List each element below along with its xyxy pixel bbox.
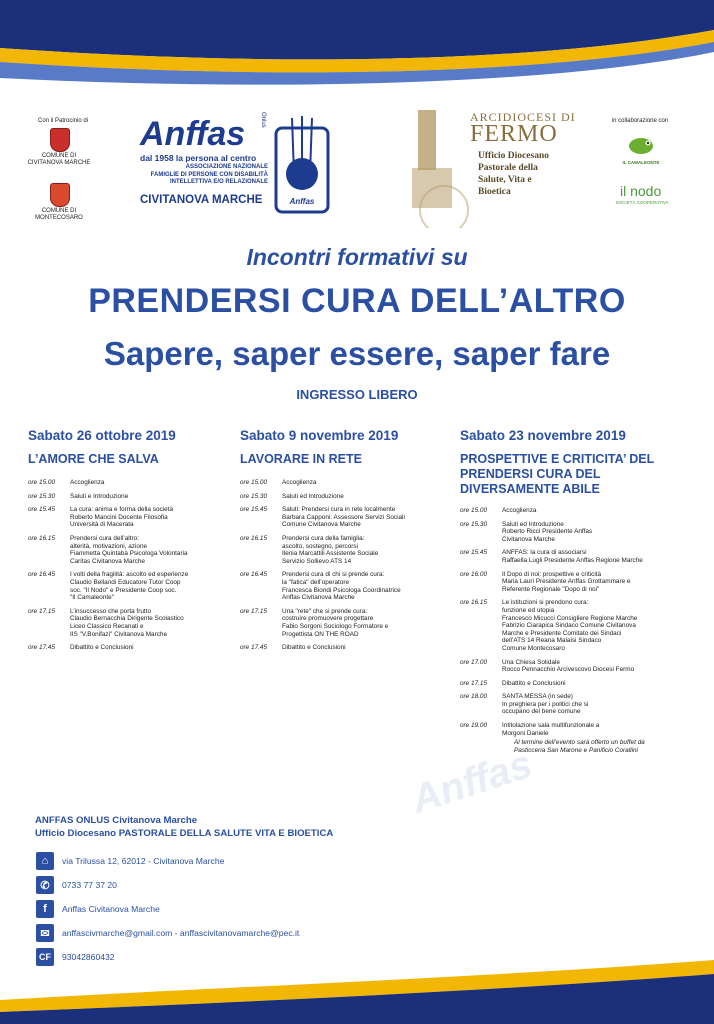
mail-icon: ✉ [36, 924, 54, 942]
schedule-line: Dibattito e Conclusioni [502, 679, 566, 687]
cathedral-icon [398, 100, 470, 228]
schedule-description [282, 479, 452, 487]
schedule-time: ore 16.15 [240, 534, 268, 542]
schedule-item [460, 599, 695, 652]
schedule-item [460, 659, 695, 674]
schedule-line: Raffaella Lugli Presidente Anffas Regione Marche [502, 556, 643, 564]
schedule-line: Civitanova Marche [502, 535, 555, 543]
anffas-assoc-line: FAMIGLIE DI PERSONE CON DISABILITÀ [150, 171, 268, 178]
schedule-time: ore 15.45 [240, 506, 268, 514]
headline-entry: INGRESSO LIBERO [296, 387, 418, 402]
schedule-description [502, 521, 695, 544]
contact-row [36, 901, 436, 917]
schedule-line: Il Dopo di noi: prospettive e criticità [502, 570, 602, 578]
schedule-line: funzione ed utopia [502, 606, 555, 614]
schedule-line: ascolto, sostegno, percorsi [282, 542, 359, 550]
day-date: Sabato 23 novembre 2019 [460, 428, 626, 443]
schedule-line: occupano del bene comune [502, 708, 581, 716]
watermark-anffas: Anffas [406, 741, 538, 823]
anffas-city: CIVITANOVA MARCHE [140, 194, 263, 206]
schedule-time: ore 19.00 [460, 722, 488, 730]
schedule-time: ore 15.30 [28, 492, 56, 500]
schedule-line: La cura: anima e forma della società [70, 506, 174, 514]
organizers [35, 814, 333, 840]
contact-text[interactable]: 0733 77 37 20 [62, 880, 117, 890]
schedule-item [460, 680, 695, 688]
schedule-description [70, 535, 228, 565]
schedule-description [502, 722, 695, 737]
schedule-line: Una Chiesa Solidale [502, 658, 560, 666]
schedule-item [240, 571, 452, 601]
schedule-time: ore 15.00 [240, 479, 268, 486]
schedule-line: Roberto Mancini Docente Filosofia [70, 513, 168, 521]
fiscal-code-icon: CF [36, 948, 54, 966]
schedule-time: ore 16.00 [460, 570, 488, 578]
schedule-line: Servizio Sollievo ATS 14 [282, 557, 352, 565]
patronage-label: Con il Patrocinio di [37, 118, 89, 124]
schedule-line: Università di Macerata [70, 521, 134, 529]
schedule-line: ANFFAS: la cura di associarsi [502, 549, 587, 557]
headline-title: PRENDERSI CURA DELL’ALTRO [88, 282, 626, 320]
anffas-assoc-line: ASSOCIAZIONE NAZIONALE [185, 164, 268, 170]
day-theme: PROSPETTIVE E CRITICITA’ DEL PRENDERSI CURA DEL DIVERSAMENTE ABILE [460, 452, 655, 496]
anffas-since: dal 1958 la persona al centro [140, 153, 257, 163]
schedule-item [240, 506, 452, 529]
schedule-line: Saluti: Prendersi cura in rete localmente [282, 506, 396, 514]
schedule-line: Prendersi cura dell’altro: [70, 534, 139, 542]
schedule-line: IIS "V.Bonifazi" Civitanova Marche [70, 630, 168, 638]
schedule-line: Fiammetta Quintabà Psicologa Volontaria [70, 550, 188, 558]
diocese-office-line: Salute, Vita e [478, 175, 532, 185]
schedule-line: Roberto Ricci Presidente Anffas [502, 528, 593, 536]
schedule-line: Francesco Micucci Consigliere Regione Marche [502, 614, 638, 622]
schedule-description [502, 599, 695, 652]
schedule-line: Accoglienza [70, 479, 105, 486]
schedule-time: ore 15.00 [28, 479, 56, 486]
schedule-time: ore 15.30 [240, 492, 268, 500]
collab-il-nodo-sub: SOCIETÀ COOPERATIVA [615, 200, 669, 205]
schedule-item [28, 571, 228, 601]
schedule-item [240, 608, 452, 638]
day-column-1 [28, 428, 228, 658]
schedule-line: Dibattito e Conclusioni [282, 644, 346, 652]
patronage-montecosaro: COMUNE DI MONTECOSARO [35, 208, 83, 221]
schedule-description [502, 693, 695, 716]
schedule-description [70, 493, 228, 501]
schedule-list [460, 507, 695, 737]
schedule-line: la "fatica" dell’operatore [282, 578, 350, 586]
schedule-time: ore 16.15 [28, 534, 56, 542]
schedule-line: Claudio Bernacchia Dirigente Scolastico [70, 615, 184, 623]
buffet-line: Pasticceria San Marone e Panificio Corallini [514, 746, 638, 754]
day-theme: LAVORARE IN RETE [240, 452, 362, 466]
top-swoosh [0, 0, 714, 95]
schedule-time: ore 17.15 [28, 607, 56, 615]
schedule-description [502, 571, 695, 594]
phone-icon: ✆ [36, 876, 54, 894]
schedule-line: Comune Montecosaro [502, 644, 565, 652]
contact-text: 93042860432 [62, 952, 115, 962]
schedule-line: Saluti e Introduzione [70, 492, 129, 500]
contact-text: via Trilussa 12, 62012 - Civitanova Marche [62, 856, 225, 866]
schedule-time: ore 16.15 [460, 599, 488, 607]
schedule-line: Morgoni Daniele [502, 729, 549, 737]
schedule-time: ore 17.45 [240, 644, 268, 652]
day-column-2 [240, 428, 452, 658]
schedule-list [28, 479, 228, 652]
schedule-time: ore 16.45 [28, 571, 56, 579]
schedule-line: Una "rete" che si prende cura: [282, 607, 368, 615]
buffet-note [514, 739, 695, 754]
collab-il-nodo: il nodo [620, 183, 662, 199]
schedule-line: Dibattito e Conclusioni [70, 644, 134, 652]
facebook-icon: f [36, 900, 54, 918]
schedule-line: Saluti ed Introduzione [502, 520, 564, 528]
schedule-description [282, 571, 452, 601]
diocese-office [478, 150, 549, 198]
schedule-line: alterità, motivazioni, azione [70, 542, 148, 550]
anffas-onlus: Onlus [260, 112, 266, 128]
schedule-line: Marche e Presidente Comitato dei Sindaci [502, 629, 622, 637]
contact-row [36, 925, 436, 941]
schedule-description [282, 535, 452, 565]
schedule-item [28, 493, 228, 501]
schedule-time: ore 15.00 [460, 507, 488, 514]
anffas-emblem-text: Anffas [289, 197, 315, 206]
schedule-time: ore 15.45 [460, 549, 488, 557]
schedule-time: ore 18.00 [460, 693, 488, 701]
schedule-item [240, 479, 452, 487]
schedule-line: Progettista ON THE ROAD [282, 630, 359, 638]
contact-text: Anffas Civitanova Marche [62, 904, 160, 914]
schedule-item [460, 507, 695, 515]
schedule-item [460, 521, 695, 544]
schedule-line: Comune Civitanova Marche [282, 521, 361, 529]
schedule-line: Maria Lauri Presidente Anffas Grottammare e [502, 578, 631, 586]
day-date: Sabato 26 ottobre 2019 [28, 428, 176, 443]
collab-label: in collaborazione con [611, 118, 669, 124]
schedule-item [460, 549, 695, 564]
schedule-line: Francesca Biondi Psicologa Coordinatrice [282, 586, 401, 594]
schedule-line: soc. "Il Nodo" e Presidente Coop soc. [70, 586, 177, 594]
schedule-description [282, 493, 452, 501]
schedule-line: Prendersi cura della famiglia: [282, 534, 365, 542]
schedule-time: ore 15.30 [460, 520, 488, 528]
schedule-line: Liceo Classico Recanati e [70, 622, 144, 630]
schedule-line: Barbara Capponi: Assessore Servizi Sociali [282, 513, 405, 521]
schedule-line: Claudio Bellandi Educatore Tutor Coop [70, 578, 181, 586]
schedule-line: Saluti ed Introduzione [282, 492, 344, 500]
collab-camaleonte: IL CAMALEONTE [622, 160, 660, 165]
schedule-line: Accoglienza [502, 507, 537, 514]
schedule-description [502, 680, 695, 688]
contact-text[interactable]: anffascivmarche@gmail.com - anffascivitanovamarche@pec.it [62, 928, 300, 938]
schedule-time: ore 17.15 [240, 607, 268, 615]
schedule-item [460, 722, 695, 737]
schedule-line: Ilenia Marcattili Assistente Sociale [282, 550, 379, 558]
contact-row [36, 877, 436, 893]
schedule-item [28, 608, 228, 638]
schedule-line: Le istituzioni si prendono cura: [502, 599, 589, 607]
schedule-description [502, 659, 695, 674]
schedule-line: costruire promuovere progettare [282, 615, 374, 623]
day-column-3 [460, 428, 695, 754]
contacts-list [36, 853, 436, 973]
schedule-line: Fabio Sorgoni Sociologo Formatore e [282, 622, 389, 630]
schedule-line: I volti della fragilità: ascolto ed esperienze [70, 571, 189, 579]
schedule-line: Anffas Civitanova Marche [282, 594, 355, 602]
schedule-line: Fabrizio Ciarapica Sindaco Comune Civitanova [502, 622, 636, 630]
diocese-office-line: Bioetica [478, 187, 511, 197]
schedule-line: Referente Regionale "Dopo di noi" [502, 585, 600, 593]
anffas-logo: Anffas [140, 115, 246, 153]
schedule-description [502, 549, 695, 564]
anffas-assoc-line: INTELLETTIVA E/O RELAZIONALE [170, 179, 268, 185]
schedule-description [282, 644, 452, 652]
schedule-list [240, 479, 452, 652]
diocese-title-1: ARCIDIOCESI DI [470, 110, 576, 124]
anffas-association [148, 164, 268, 187]
schedule-description [70, 506, 228, 529]
day-date: Sabato 9 novembre 2019 [240, 428, 399, 443]
schedule-item [240, 535, 452, 565]
schedule-time: ore 15.45 [28, 506, 56, 514]
headline-subtitle: Sapere, saper essere, saper fare [103, 335, 611, 372]
montecosaro-crest-icon [50, 183, 70, 207]
schedule-description [70, 608, 228, 638]
schedule-description [70, 571, 228, 601]
schedule-description [70, 479, 228, 487]
schedule-time: ore 16.45 [240, 571, 268, 579]
schedule-line: Caritas Civitanova Marche [70, 557, 145, 565]
schedule-line: dell’ATS 14 Reana Malaisi Sindaco [502, 637, 602, 645]
diocese-title-2: FERMO [470, 121, 558, 147]
diocese-office-line: Pastorale della [478, 163, 538, 173]
schedule-time: ore 17.45 [28, 644, 56, 652]
schedule-item [240, 493, 452, 501]
schedule-item [28, 479, 228, 487]
organizer-line: Ufficio Diocesano PASTORALE DELLA SALUTE VITA E BIOETICA [35, 828, 334, 839]
schedule-time: ore 17.00 [460, 658, 488, 666]
schedule-line: L’insuccesso che porta frutto [70, 607, 151, 615]
home-icon: ⌂ [36, 852, 54, 870]
headline-intro: Incontri formativi su [246, 244, 468, 270]
schedule-item [28, 535, 228, 565]
patronage-civitanova: COMUNE DI CIVITANOVA MARCHE [27, 153, 91, 166]
contact-row [36, 853, 436, 869]
schedule-item [460, 693, 695, 716]
schedule-line: Rocco Pennacchio Arcivescovo Diocesi Fermo [502, 666, 635, 674]
schedule-line: In preghiera per i politici che si [502, 700, 589, 708]
schedule-description [282, 506, 452, 529]
anffas-emblem-icon [272, 114, 332, 214]
buffet-line: Al termine dell’evento sarà offerto un buffet da [514, 739, 645, 747]
schedule-time: ore 17.15 [460, 679, 488, 687]
bottom-swoosh [0, 960, 714, 1024]
schedule-description [282, 608, 452, 638]
schedule-item [240, 644, 452, 652]
day-theme: L’AMORE CHE SALVA [28, 452, 159, 466]
schedule-line: "Il Camaleonte" [70, 594, 114, 602]
diocese-office-line: Ufficio Diocesano [478, 151, 549, 161]
civitanova-crest-icon [50, 128, 70, 152]
schedule-line: Accoglienza [282, 479, 317, 486]
schedule-line: Intitolazione sala multifunzionale a [502, 722, 600, 730]
schedule-description [502, 507, 695, 515]
schedule-description [70, 644, 228, 652]
schedule-item [28, 506, 228, 529]
schedule-item [460, 571, 695, 594]
schedule-line: SANTA MESSA (in sede) [502, 693, 573, 701]
chameleon-icon [626, 132, 656, 158]
organizer-line: ANFFAS ONLUS Civitanova Marche [35, 815, 198, 826]
schedule-item [28, 644, 228, 652]
schedule-line: Prendersi cura di chi si prende cura: [282, 571, 385, 579]
